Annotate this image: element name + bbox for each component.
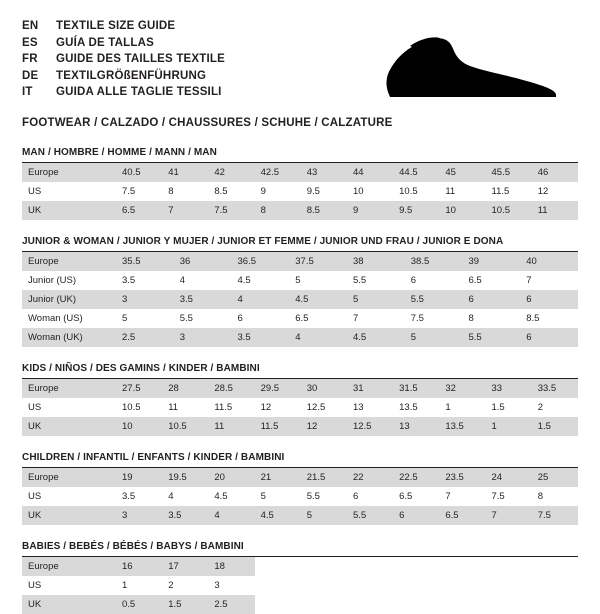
cell-empty xyxy=(486,576,532,595)
cell: 11.5 xyxy=(255,417,301,436)
cell: 35.5 xyxy=(116,252,174,271)
size-table-babies xyxy=(22,557,578,614)
cell: 3.5 xyxy=(122,490,136,502)
cell: 5.5 xyxy=(179,312,193,324)
cell-empty xyxy=(347,576,393,595)
row-label: UK xyxy=(22,417,116,436)
cell: 6 xyxy=(410,274,417,286)
cell: 7.5 xyxy=(122,185,136,197)
cell: 11 xyxy=(532,201,578,220)
cell: 44 xyxy=(347,163,393,182)
cell-empty xyxy=(301,595,347,614)
cell: 9 xyxy=(260,185,266,197)
row-label: US xyxy=(28,185,42,197)
cell-empty xyxy=(347,595,393,614)
cell: 3 xyxy=(214,579,220,591)
cell: 6.5 xyxy=(399,490,413,502)
cell: 5 xyxy=(347,290,405,309)
cell: 5.5 xyxy=(347,506,393,525)
cell-empty xyxy=(532,576,578,595)
cell: 20 xyxy=(208,468,254,487)
footwear-banner: FOOTWEAR / CALZADO / CHAUSSURES / SCHUHE / CALZATURE xyxy=(22,117,393,129)
table-row xyxy=(22,201,578,220)
cell: 37.5 xyxy=(289,252,347,271)
cell: 13.5 xyxy=(439,417,485,436)
group-junior-woman xyxy=(22,236,578,347)
language-title: TEXTILGRÖßENFÜHRUNG xyxy=(56,69,207,82)
language-row xyxy=(22,35,225,52)
table-row xyxy=(22,595,578,614)
cell: 6 xyxy=(463,290,521,309)
cell: 7 xyxy=(526,274,532,286)
table-row xyxy=(22,309,578,328)
language-title: GUIDE DES TAILLES TEXTILE xyxy=(56,53,225,65)
cell-empty xyxy=(301,576,347,595)
cell: 11 xyxy=(445,185,456,197)
table-row xyxy=(22,506,578,525)
cell: 43 xyxy=(301,163,347,182)
row-label: US xyxy=(28,490,42,502)
cell: 21.5 xyxy=(301,468,347,487)
language-title: TEXTILE SIZE GUIDE xyxy=(56,20,176,32)
cell: 17 xyxy=(162,557,208,576)
row-label: Europe xyxy=(22,468,116,487)
cell-empty xyxy=(301,557,347,576)
cell: 3.5 xyxy=(174,290,232,309)
cell: 5.5 xyxy=(353,274,367,286)
cell: 10.5 xyxy=(399,185,418,197)
row-label: Woman (US) xyxy=(28,312,83,324)
group-children xyxy=(22,452,578,525)
cell: 4.5 xyxy=(289,290,347,309)
cell: 4 xyxy=(179,274,186,286)
cell: 9 xyxy=(347,201,393,220)
cell: 31 xyxy=(347,379,393,398)
cell: 25 xyxy=(532,468,578,487)
language-code: EN xyxy=(22,20,39,32)
cell: 1 xyxy=(122,579,128,591)
cell: 32 xyxy=(439,379,485,398)
table-row xyxy=(22,182,578,201)
cell-empty xyxy=(255,595,301,614)
cell: 10.5 xyxy=(162,417,208,436)
cell: 5 xyxy=(295,274,301,286)
cell: 9.5 xyxy=(306,185,320,197)
cell: 1 xyxy=(445,401,451,413)
cell: 2.5 xyxy=(208,595,254,614)
table-row xyxy=(22,163,578,182)
cell: 42 xyxy=(208,163,254,182)
group-kids xyxy=(22,363,578,436)
cell: 6.5 xyxy=(116,201,162,220)
cell: 28 xyxy=(162,379,208,398)
table-row xyxy=(22,417,578,436)
table-row xyxy=(22,576,578,595)
cell: 10 xyxy=(116,417,162,436)
cell-empty xyxy=(255,576,301,595)
language-code: IT xyxy=(22,86,33,98)
size-table-man xyxy=(22,163,578,220)
table-row xyxy=(22,379,578,398)
cell: 12 xyxy=(260,401,272,413)
dress-shoe-icon xyxy=(380,36,560,103)
cell: 7 xyxy=(353,312,359,324)
row-label: UK xyxy=(22,201,116,220)
cell: 13 xyxy=(352,401,364,413)
cell: 8 xyxy=(468,312,474,324)
cell: 18 xyxy=(208,557,254,576)
cell: 40.5 xyxy=(116,163,162,182)
cell: 1.5 xyxy=(162,595,208,614)
table-row xyxy=(22,487,578,506)
cell-empty xyxy=(532,595,578,614)
cell: 19.5 xyxy=(162,468,208,487)
language-row xyxy=(22,51,225,68)
group-man xyxy=(22,147,578,220)
language-row xyxy=(22,84,225,101)
cell: 5.5 xyxy=(463,328,521,347)
cell: 30 xyxy=(301,379,347,398)
row-label: UK xyxy=(22,506,116,525)
cell: 5 xyxy=(260,490,266,502)
row-label: Europe xyxy=(22,379,116,398)
cell: 4.5 xyxy=(237,274,251,286)
cell: 36.5 xyxy=(232,252,290,271)
cell: 19 xyxy=(116,468,162,487)
cell-empty xyxy=(439,595,485,614)
size-table-kids xyxy=(22,379,578,436)
cell: 3 xyxy=(174,328,232,347)
cell: 21 xyxy=(255,468,301,487)
cell: 3 xyxy=(116,506,162,525)
cell: 6.5 xyxy=(468,274,482,286)
table-row xyxy=(22,328,578,347)
language-title: GUIDA ALLE TAGLIE TESSILI xyxy=(56,86,222,98)
cell: 10 xyxy=(439,201,485,220)
cell: 4.5 xyxy=(347,328,405,347)
size-table-junior-woman xyxy=(22,252,578,347)
cell: 8 xyxy=(537,490,543,502)
cell: 4 xyxy=(232,290,290,309)
cell: 42.5 xyxy=(255,163,301,182)
row-label: Junior (US) xyxy=(28,274,77,286)
cell: 5 xyxy=(301,506,347,525)
group-babies xyxy=(22,541,578,614)
cell: 7.5 xyxy=(532,506,578,525)
cell-empty xyxy=(532,557,578,576)
cell: 16 xyxy=(116,557,162,576)
language-row xyxy=(22,68,225,85)
cell: 9.5 xyxy=(393,201,439,220)
table-row xyxy=(22,271,578,290)
cell-empty xyxy=(393,595,439,614)
cell: 8.5 xyxy=(301,201,347,220)
language-code: ES xyxy=(22,36,38,49)
cell: 24 xyxy=(486,468,532,487)
cell: 7 xyxy=(162,201,208,220)
cell: 13.5 xyxy=(399,401,418,413)
language-code: DE xyxy=(22,69,39,82)
table-row xyxy=(22,468,578,487)
cell: 12.5 xyxy=(347,417,393,436)
cell: 4.5 xyxy=(255,506,301,525)
cell: 11.5 xyxy=(491,185,510,197)
cell-empty xyxy=(439,557,485,576)
cell: 13 xyxy=(393,417,439,436)
document-header xyxy=(22,18,578,103)
cell: 7 xyxy=(445,490,451,502)
cell: 6.5 xyxy=(295,312,309,324)
cell: 46 xyxy=(532,163,578,182)
cell: 1.5 xyxy=(491,401,505,413)
cell: 8 xyxy=(255,201,301,220)
cell: 6 xyxy=(352,490,359,502)
cell: 28.5 xyxy=(208,379,254,398)
cell: 33.5 xyxy=(532,379,578,398)
cell-empty xyxy=(393,557,439,576)
cell: 45.5 xyxy=(486,163,532,182)
cell: 11.5 xyxy=(214,401,233,413)
cell: 8.5 xyxy=(526,312,540,324)
cell: 11 xyxy=(168,401,179,413)
language-title-list xyxy=(22,18,225,101)
cell: 3.5 xyxy=(232,328,290,347)
row-label: US xyxy=(28,579,42,591)
cell: 3.5 xyxy=(162,506,208,525)
cell: 4 xyxy=(208,506,254,525)
cell-empty xyxy=(393,576,439,595)
table-row xyxy=(22,398,578,417)
cell: 3.5 xyxy=(122,274,136,286)
cell: 36 xyxy=(174,252,232,271)
cell: 12 xyxy=(537,185,549,197)
cell: 6 xyxy=(393,506,439,525)
cell: 7 xyxy=(486,506,532,525)
cell: 4.5 xyxy=(214,490,228,502)
cell-empty xyxy=(486,557,532,576)
language-title: GUÍA DE TALLAS xyxy=(56,36,154,49)
cell: 6 xyxy=(520,290,578,309)
cell: 39 xyxy=(463,252,521,271)
cell: 41 xyxy=(162,163,208,182)
row-label: Woman (UK) xyxy=(22,328,116,347)
cell: 6 xyxy=(520,328,578,347)
cell: 45 xyxy=(439,163,485,182)
group-title: MAN / HOMBRE / HOMME / MANN / MAN xyxy=(22,147,578,163)
cell: 11 xyxy=(208,417,254,436)
row-label: US xyxy=(28,401,42,413)
cell: 0.5 xyxy=(116,595,162,614)
row-label: Europe xyxy=(22,252,116,271)
cell: 3 xyxy=(116,290,174,309)
cell: 8.5 xyxy=(214,185,228,197)
cell: 4 xyxy=(168,490,174,502)
table-row xyxy=(22,557,578,576)
cell: 6 xyxy=(237,312,243,324)
group-title: KIDS / NIÑOS / DES GAMINS / KINDER / BAMBINI xyxy=(22,363,578,379)
language-row xyxy=(22,18,225,35)
row-label: Europe xyxy=(22,163,116,182)
cell: 12 xyxy=(301,417,347,436)
cell: 22 xyxy=(347,468,393,487)
group-title: CHILDREN / INFANTIL / ENFANTS / KINDER / BAMBINI xyxy=(22,452,578,468)
cell: 10.5 xyxy=(486,201,532,220)
cell: 27.5 xyxy=(116,379,162,398)
cell: 6.5 xyxy=(439,506,485,525)
cell: 12.5 xyxy=(306,401,326,413)
cell: 7.5 xyxy=(410,312,424,324)
row-label: Junior (UK) xyxy=(22,290,116,309)
cell: 2.5 xyxy=(116,328,174,347)
cell: 2 xyxy=(537,401,543,413)
cell: 2 xyxy=(168,579,174,591)
cell-empty xyxy=(255,557,301,576)
cell: 5.5 xyxy=(405,290,463,309)
cell: 38 xyxy=(347,252,405,271)
size-table-children xyxy=(22,468,578,525)
cell: 29.5 xyxy=(255,379,301,398)
cell: 33 xyxy=(486,379,532,398)
cell-empty xyxy=(439,576,485,595)
cell: 5.5 xyxy=(306,490,320,502)
cell: 44.5 xyxy=(393,163,439,182)
cell: 40 xyxy=(520,252,578,271)
cell-empty xyxy=(486,595,532,614)
row-label: Europe xyxy=(22,557,116,576)
table-row xyxy=(22,252,578,271)
cell-empty xyxy=(347,557,393,576)
cell: 1 xyxy=(486,417,532,436)
table-row xyxy=(22,290,578,309)
group-title: JUNIOR & WOMAN / JUNIOR Y MUJER / JUNIOR ET FEMME / JUNIOR UND FRAU / JUNIOR E DONA xyxy=(22,236,578,252)
cell: 38.5 xyxy=(405,252,463,271)
cell: 8 xyxy=(168,185,174,197)
cell: 5 xyxy=(122,312,128,324)
group-title: BABIES / BEBÉS / BÉBÉS / BABYS / BAMBINI xyxy=(22,541,578,557)
cell: 1.5 xyxy=(532,417,578,436)
cell: 10.5 xyxy=(122,401,141,413)
cell: 7.5 xyxy=(491,490,505,502)
cell: 4 xyxy=(289,328,347,347)
cell: 31.5 xyxy=(393,379,439,398)
cell: 22.5 xyxy=(393,468,439,487)
language-code: FR xyxy=(22,53,38,65)
cell: 5 xyxy=(405,328,463,347)
cell: 23.5 xyxy=(439,468,485,487)
cell: 10 xyxy=(352,185,364,197)
row-label: UK xyxy=(22,595,116,614)
cell: 7.5 xyxy=(208,201,254,220)
